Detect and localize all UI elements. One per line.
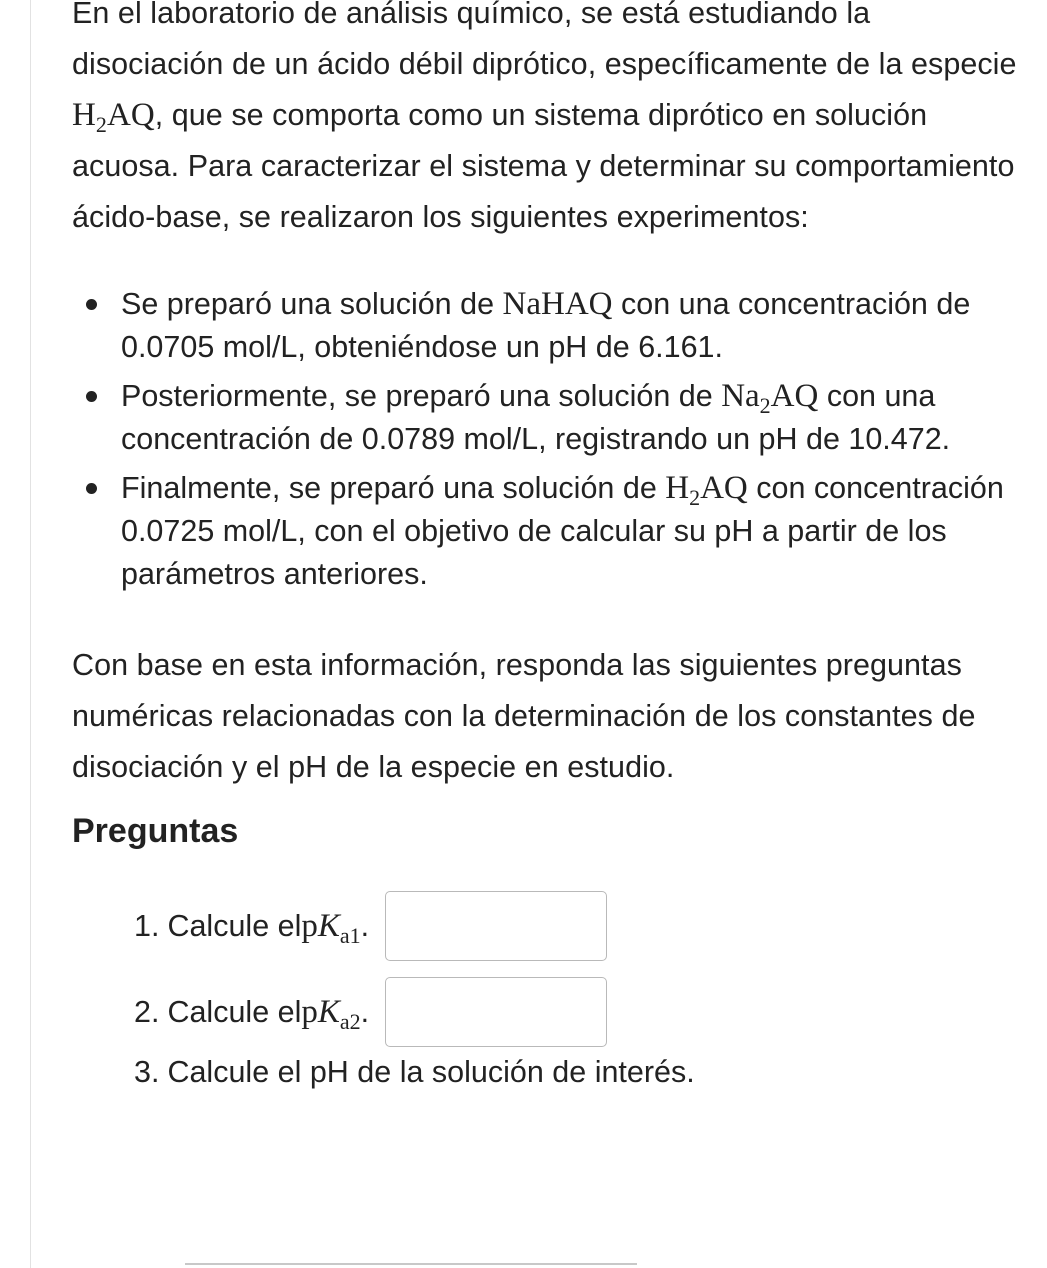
pka2-formula: $pK_{a2}$ [301, 993, 361, 1034]
bullet-icon [86, 299, 97, 310]
intro-text-before: En el laboratorio de análisis químico, se está estudiando la disociación de un ácido débil diprótico, específicamente de la especie [72, 0, 1017, 81]
question-text: Calcule el [167, 994, 302, 1029]
question-number: 2. [134, 994, 160, 1029]
pka1-answer-input[interactable] [385, 891, 607, 961]
species-formula: $H_2AQ$ [72, 97, 155, 137]
question-item: 1. Calcule el $pK_{a1}$ . [134, 889, 1022, 963]
intro-text-after: , que se comporta como un sistema diprótico en solución acuosa. Para caracterizar el sistema y determinar su comportamiento ácido-base, se realizaron los siguientes experimentos: [72, 98, 1015, 234]
experiment-item: Finalmente, se preparó una solución de $H_2AQ$ con concentración 0.0725 mol/L, con el objetivo de calcular su pH a partir de los parámetros anteriores. [72, 467, 1022, 596]
question-text: Calcule el pH de la solución de interés. [167, 1055, 695, 1089]
bullet-icon [86, 483, 97, 494]
answer-underline [185, 1263, 637, 1265]
formula-na2aq: $Na_2AQ$ [721, 378, 819, 418]
question-text: Calcule el [167, 908, 302, 943]
questions-heading: Preguntas [72, 812, 239, 850]
question-list [72, 889, 1022, 1090]
problem-content [72, 0, 1022, 1102]
bullet-icon [86, 391, 97, 402]
formula-nahaq: NaHAQ [502, 286, 613, 322]
question-number: 1. [134, 908, 160, 943]
question-item: 2. Calcule el $pK_{a2}$ . [134, 975, 1022, 1049]
question-number: 3. [134, 1055, 160, 1089]
conclusion-paragraph: Con base en esta información, responda las siguientes preguntas numéricas relacionadas con la determinación de los constantes de disociación y el pH de la especie en estudio. [72, 648, 976, 784]
experiment-list [72, 283, 1022, 596]
left-border-rule [30, 0, 31, 1268]
experiment-item: Posteriormente, se preparó una solución de $Na_2AQ$ con una concentración de 0.0789 mol/L, registrando un pH de 10.472. [72, 375, 1022, 461]
pka1-formula: $pK_{a1}$ [301, 907, 361, 948]
formula-h2aq: $H_2AQ$ [665, 470, 748, 510]
intro-paragraph [72, 0, 1022, 243]
question-item [134, 1055, 1022, 1090]
pka2-answer-input[interactable] [385, 977, 607, 1047]
experiment-item: Se preparó una solución de NaHAQ con una concentración de 0.0705 mol/L, obteniéndose un pH de 6.161. [72, 283, 1022, 369]
